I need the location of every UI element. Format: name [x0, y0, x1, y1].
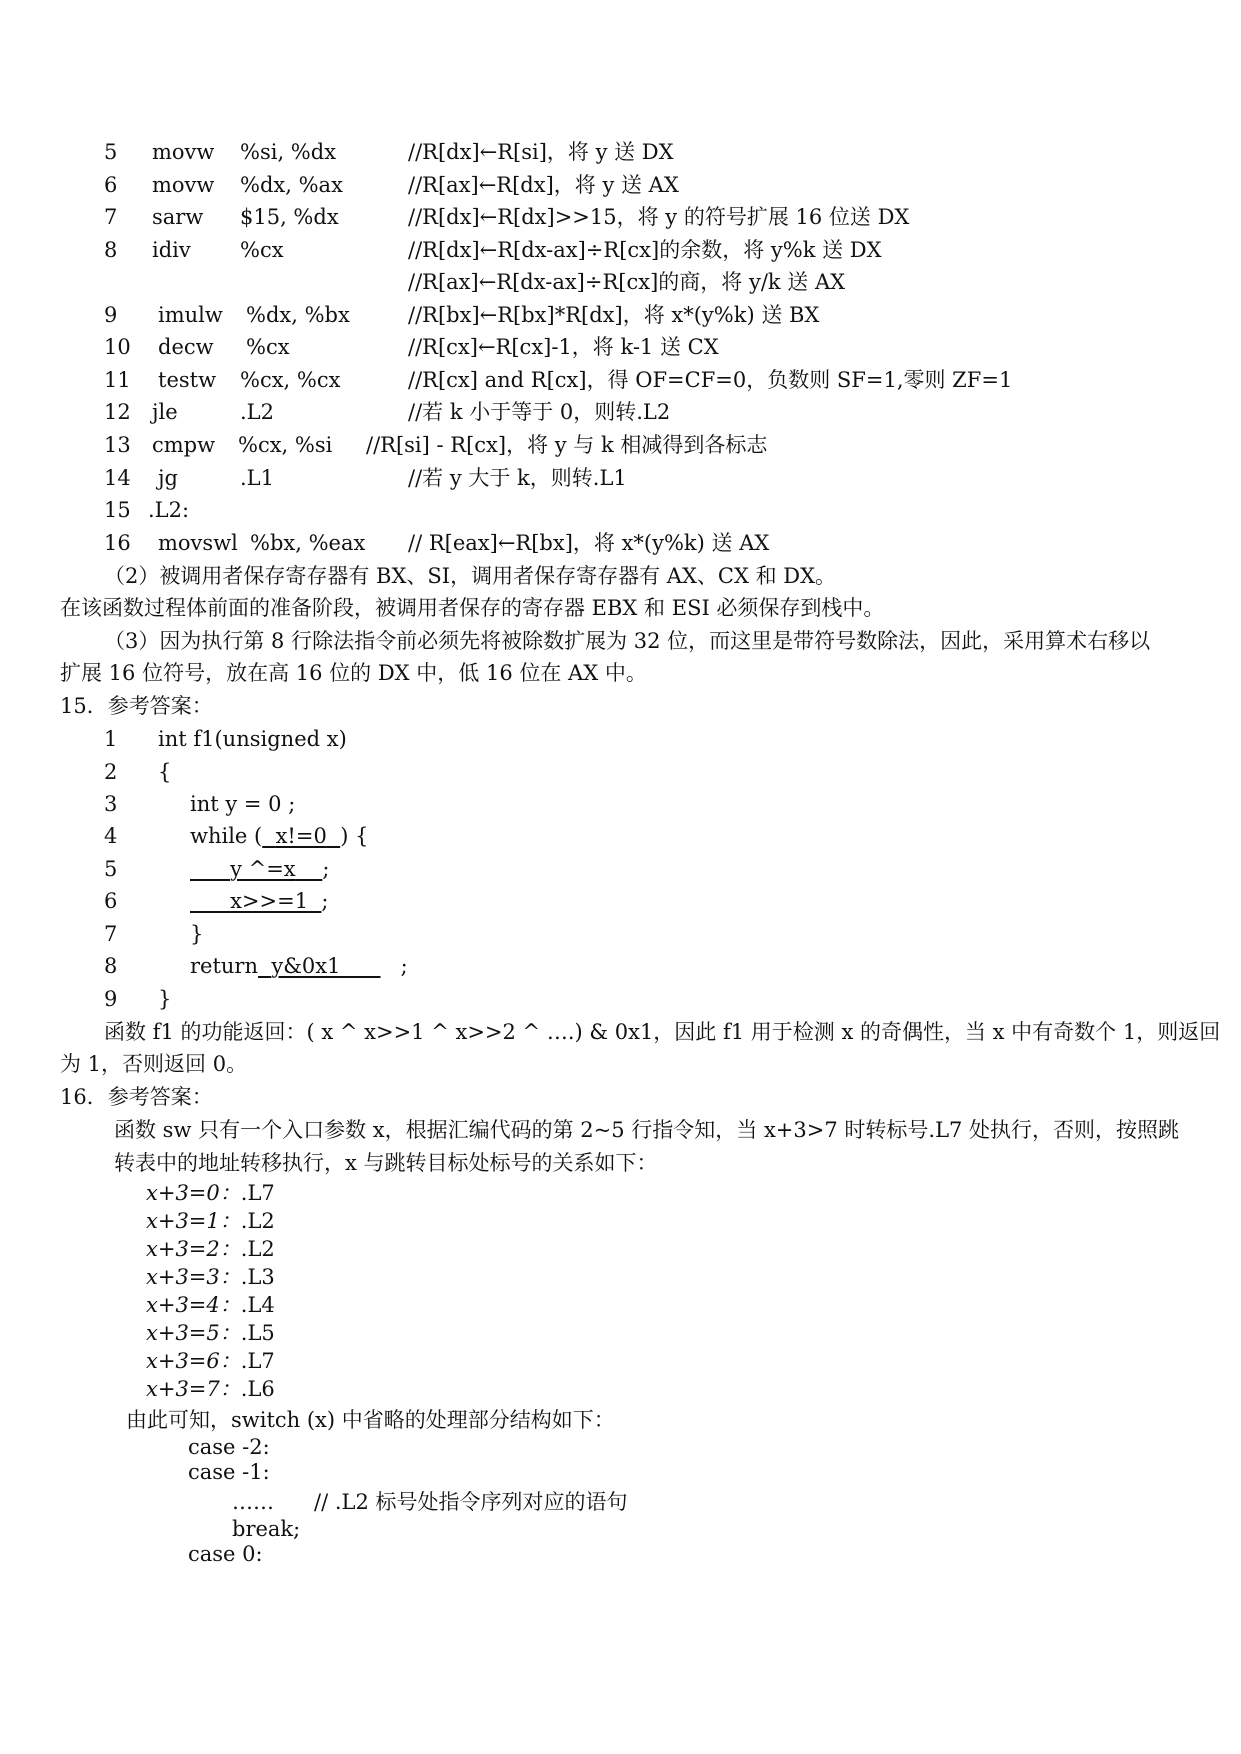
answer-blank — [190, 888, 321, 914]
jump-condition: x+3=0： — [146, 1181, 241, 1205]
line-number: 4 — [104, 824, 118, 848]
jump-label: .L2 — [240, 1209, 275, 1233]
jump-entry — [146, 1292, 275, 1318]
paragraph-3: （3）因为执行第 8 行除法指令前必须先将被除数扩展为 32 位，而这里是带符号数除法，因此，采用算术右移以 — [104, 629, 1151, 653]
asm-comment: //R[dx]←R[dx-ax]÷R[cx]的余数，将 y%k 送 DX — [408, 238, 882, 262]
asm-comment: //R[bx]←R[bx]*R[dx]，将 x*(y%k) 送 BX — [408, 303, 820, 327]
code-text: } — [190, 922, 204, 946]
answer-blank — [262, 823, 340, 849]
code-punct: ; — [322, 857, 330, 881]
code-keyword: while ( — [190, 824, 263, 848]
q16-heading: 16．参考答案： — [60, 1085, 213, 1109]
code-text — [190, 823, 368, 849]
jump-label: .L4 — [240, 1293, 275, 1317]
jump-condition: x+3=3： — [146, 1265, 241, 1289]
code-text — [190, 856, 329, 882]
asm-args: %cx — [246, 335, 290, 359]
asm-args: %bx, %eax — [250, 531, 366, 555]
asm-comment: //R[si] - R[cx]，将 y 与 k 相减得到各标志 — [366, 433, 768, 457]
asm-comment: // R[eax]←R[bx]，将 x*(y%k) 送 AX — [408, 531, 770, 555]
jump-label: .L6 — [240, 1377, 275, 1401]
jump-label: .L7 — [240, 1181, 275, 1205]
asm-comment: //R[dx]←R[si]，将 y 送 DX — [408, 140, 674, 164]
paragraph-2-cont: 在该函数过程体前面的准备阶段，被调用者保存的寄存器 EBX 和 ESI 必须保存到栈中。 — [60, 596, 885, 620]
line-number: 11 — [104, 368, 131, 392]
line-number: 2 — [104, 760, 118, 784]
asm-op: jg — [158, 466, 178, 490]
asm-args: $15, %dx — [240, 205, 339, 229]
jump-entry — [146, 1376, 275, 1402]
line-number: 9 — [104, 303, 118, 327]
line-number: 10 — [104, 335, 131, 359]
asm-comment: //若 k 小于等于 0，则转.L2 — [408, 400, 671, 424]
line-number: 3 — [104, 792, 118, 816]
line-number: 6 — [104, 889, 118, 913]
jump-entry — [146, 1320, 275, 1346]
code-text — [190, 888, 329, 914]
asm-op: movw — [152, 140, 215, 164]
answer-text: x!=0 — [275, 824, 327, 848]
q16-summary: 由此可知，switch (x) 中省略的处理部分结构如下： — [126, 1408, 615, 1432]
answer-text: y&0x1 — [271, 954, 341, 978]
asm-op: movw — [152, 173, 215, 197]
ellipsis: …… — [232, 1490, 274, 1514]
line-number: 15 — [104, 498, 131, 522]
asm-op: imulw — [158, 303, 223, 327]
jump-label: .L3 — [240, 1265, 275, 1289]
case-comment: // .L2 标号处指令序列对应的语句 — [314, 1490, 628, 1514]
jump-condition: x+3=5： — [146, 1321, 241, 1345]
asm-args: %cx, %cx — [240, 368, 341, 392]
asm-op: decw — [158, 335, 214, 359]
line-number: 16 — [104, 531, 131, 555]
asm-comment: //R[dx]←R[dx]>>15，将 y 的符号扩展 16 位送 DX — [408, 205, 910, 229]
code-text: int f1(unsigned x) — [158, 727, 347, 751]
jump-label: .L7 — [240, 1349, 275, 1373]
jump-condition: x+3=4： — [146, 1293, 241, 1317]
asm-op: .L2: — [148, 498, 190, 522]
code-punct: ; — [400, 954, 408, 978]
jump-entry — [146, 1264, 275, 1290]
jump-entry — [146, 1236, 275, 1262]
code-text: } — [158, 987, 172, 1011]
asm-args: .L1 — [240, 466, 274, 490]
jump-label: .L5 — [240, 1321, 275, 1345]
q15-explanation-cont: 为 1，否则返回 0。 — [60, 1052, 248, 1076]
code-text — [190, 953, 408, 979]
asm-op: sarw — [152, 205, 204, 229]
asm-comment: //R[cx]←R[cx]-1，将 k-1 送 CX — [408, 335, 719, 359]
code-keyword: return — [190, 954, 258, 978]
asm-comment: //R[ax]←R[dx-ax]÷R[cx]的商，将 y/k 送 AX — [408, 270, 846, 294]
line-number: 6 — [104, 173, 118, 197]
q16-intro-cont: 转表中的地址转移执行，x 与跳转目标处标号的关系如下： — [114, 1151, 658, 1175]
asm-op: idiv — [152, 238, 191, 262]
asm-args: %si, %dx — [240, 140, 337, 164]
case-label: case -1: — [188, 1460, 270, 1484]
asm-op: jle — [152, 400, 178, 424]
asm-op: testw — [158, 368, 217, 392]
answer-text: y ^=x — [230, 857, 296, 881]
jump-condition: x+3=2： — [146, 1237, 241, 1261]
code-text: int y = 0 ; — [190, 792, 296, 816]
jump-entry — [146, 1208, 275, 1234]
case-body — [232, 1489, 627, 1515]
jump-entry — [146, 1180, 275, 1206]
asm-args: %dx, %ax — [240, 173, 343, 197]
line-number: 7 — [104, 922, 118, 946]
asm-args: .L2 — [240, 400, 274, 424]
line-number: 14 — [104, 466, 131, 490]
asm-args: %cx, %si — [238, 433, 333, 457]
line-number: 5 — [104, 140, 118, 164]
q15-heading: 15．参考答案： — [60, 694, 213, 718]
line-number: 5 — [104, 857, 118, 881]
asm-comment: //R[ax]←R[dx]，将 y 送 AX — [408, 173, 679, 197]
line-number: 7 — [104, 205, 118, 229]
answer-text: x>>=1 — [230, 889, 309, 913]
asm-op: cmpw — [152, 433, 216, 457]
asm-comment: //R[cx] and R[cx]，得 OF=CF=0，负数则 SF=1,零则 ZF=1 — [408, 368, 1013, 392]
line-number: 8 — [104, 238, 118, 262]
line-number: 9 — [104, 987, 118, 1011]
asm-comment: //若 y 大于 k，则转.L1 — [408, 466, 627, 490]
asm-args: %cx — [240, 238, 284, 262]
code-punct: ) { — [340, 824, 369, 848]
case-label: case -2: — [188, 1435, 270, 1459]
line-number: 1 — [104, 727, 118, 751]
jump-condition: x+3=6： — [146, 1349, 241, 1373]
code-punct: ; — [321, 889, 329, 913]
q15-explanation: 函数 f1 的功能返回：( x ^ x>>1 ^ x>>2 ^ ….) & 0x1，因此 f1 用于检测 x 的奇偶性，当 x 中有奇数个 1，则返回 — [104, 1020, 1221, 1044]
asm-args: %dx, %bx — [246, 303, 350, 327]
line-number: 13 — [104, 433, 131, 457]
code-text: { — [158, 760, 172, 784]
answer-blank — [190, 856, 322, 882]
case-label: case 0: — [188, 1542, 263, 1566]
paragraph-3-cont: 扩展 16 位符号，放在高 16 位的 DX 中，低 16 位在 AX 中。 — [60, 661, 647, 685]
q16-intro: 函数 sw 只有一个入口参数 x，根据汇编代码的第 2~5 行指令知，当 x+3>7 时转标号.L7 处执行，否则，按照跳 — [114, 1118, 1180, 1142]
jump-entry — [146, 1348, 275, 1374]
jump-condition: x+3=1： — [146, 1209, 241, 1233]
line-number: 8 — [104, 954, 118, 978]
jump-condition: x+3=7： — [146, 1377, 241, 1401]
jump-label: .L2 — [240, 1237, 275, 1261]
paragraph-2: （2）被调用者保存寄存器有 BX、SI，调用者保存寄存器有 AX、CX 和 DX。 — [104, 564, 837, 588]
line-number: 12 — [104, 400, 131, 424]
asm-op: movswl — [158, 531, 238, 555]
break-statement: break; — [232, 1517, 301, 1541]
answer-blank — [258, 953, 381, 979]
